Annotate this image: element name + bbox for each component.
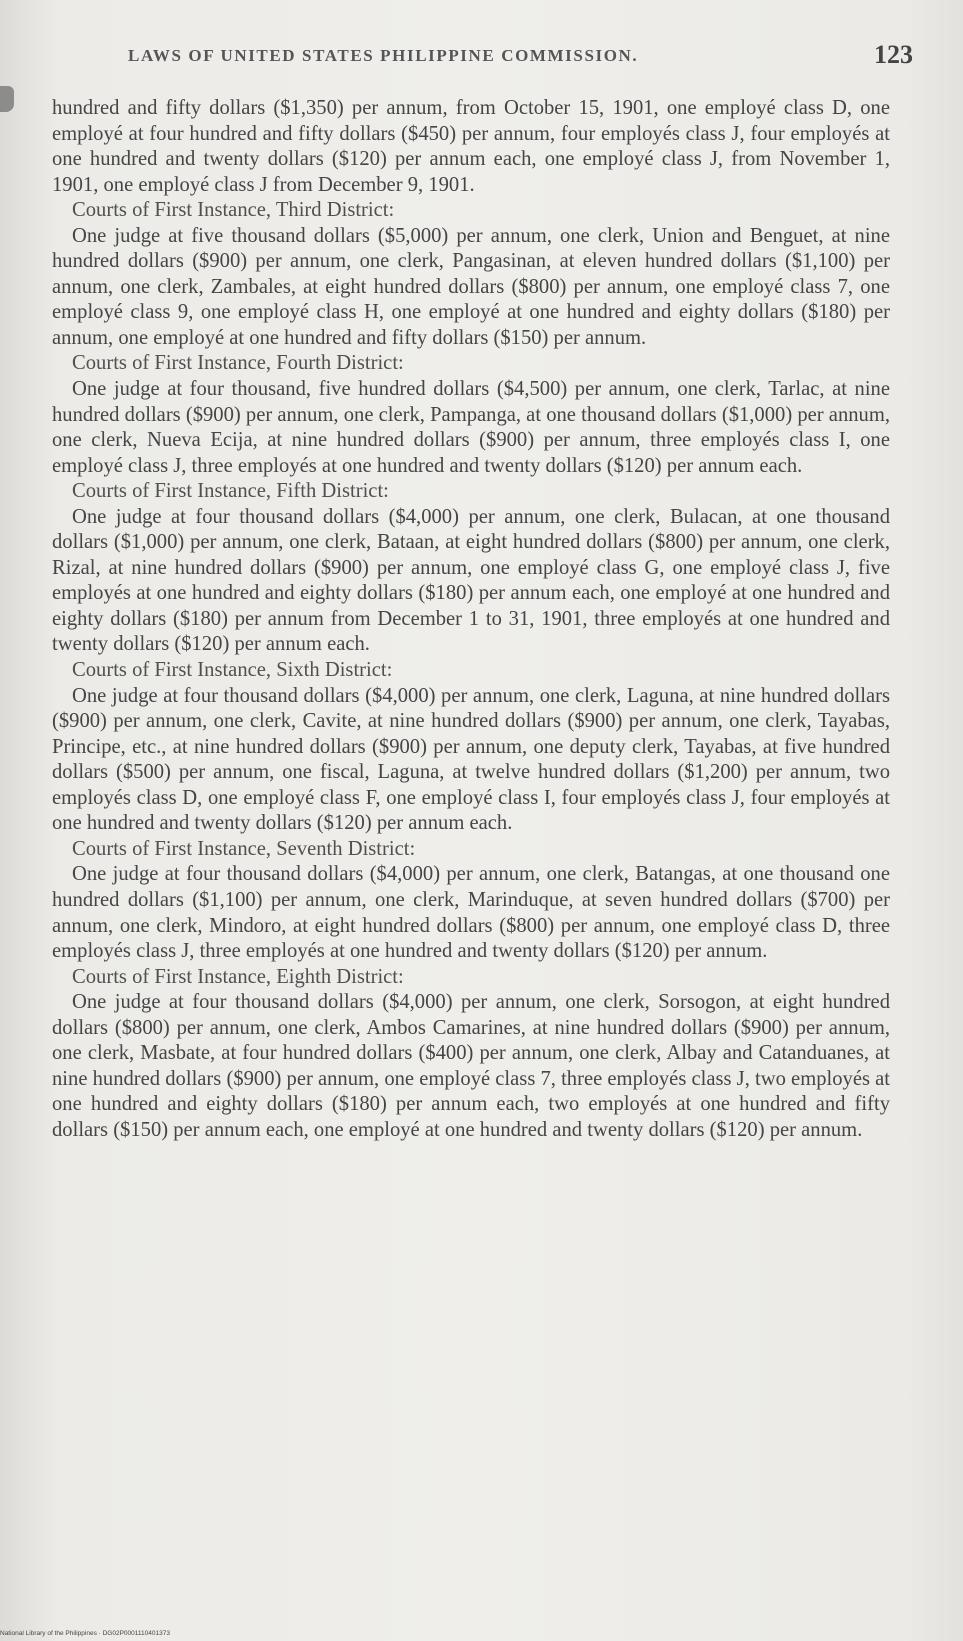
section-heading-fourth-district: Courts of First Instance, Fourth District:: [72, 352, 404, 375]
paragraph-seventh-district: One judge at four thousand dollars ($4,000) per annum, one clerk, Batangas, at one thousand one hundred dollars ($1,100) per annum, one clerk, Marinduque, at seven hundred dollars ($700) per annum, one clerk, Mindoro, at eight hundred dollars ($800) per annum, one employé class D, three employés class J, three employés at one hundred and twenty dollars ($120) per annum.: [52, 863, 890, 963]
paragraph-fourth-district: One judge at four thousand, five hundred dollars ($4,500) per annum, one clerk, Tarlac, at nine hundred dollars ($900) per annum, one clerk, Pampanga, at one thousand dollars ($1,000) per annum, one clerk, Nueva Ecija, at nine hundred dollars ($900) per annum, three employés class I, one employé class J, three employés at one hundred and twenty dollars ($120) per annum each.: [52, 378, 890, 477]
running-title: LAWS OF UNITED STATES PHILIPPINE COMMISSION.: [128, 46, 639, 65]
paragraph-eighth-district: One judge at four thousand dollars ($4,000) per annum, one clerk, Sorsogon, at eight hundred dollars ($800) per annum, one clerk, Ambos Camarines, at nine hundred dollars ($900) per annum, one clerk, Masbate, at four hundred dollars ($400) per annum, one clerk, Albay and Catanduanes, at nine hundred dollars ($900) per annum, one employé class 7, three employés class J, two employés at one hundred and eighty dollars ($180) per annum each, two employés at one hundred and fifty dollars ($150) per annum each, one employé at one hundred and twenty dollars ($120) per annum.: [52, 991, 890, 1141]
section-heading-eighth-district: Courts of First Instance, Eighth District:: [72, 965, 404, 988]
section-heading-fifth-district: Courts of First Instance, Fifth District:: [72, 480, 389, 503]
page-body: [52, 96, 890, 1143]
paragraph-sixth-district: One judge at four thousand dollars ($4,000) per annum, one clerk, Laguna, at nine hundred dollars ($900) per annum, one clerk, Cavite, at nine hundred dollars ($900) per annum, one clerk, Tayabas, Principe, etc., at nine hundred dollars ($900) per annum, one deputy clerk, Tayabas, at five hundred dollars ($500) per annum, one fiscal, Laguna, at twelve hundred dollars ($1,200) per annum, two employés class D, one employé class F, one employé class I, four employés class J, four employés at one hundred and twenty dollars ($120) per annum each.: [52, 684, 890, 835]
page-number: 123: [874, 40, 913, 69]
section-heading-third-district: Courts of First Instance, Third District:: [72, 199, 395, 222]
section-heading-sixth-district: Courts of First Instance, Sixth District:: [72, 659, 393, 682]
paragraph-fifth-district: One judge at four thousand dollars ($4,000) per annum, one clerk, Bulacan, at one thousand dollars ($1,000) per annum, one clerk, Bataan, at eight hundred dollars ($800) per annum, one clerk, Rizal, at nine hundred dollars ($900) per annum, one employé class G, one employé class J, five employés at one hundred and eighty dollars ($180) per annum each, one employé at one hundred and eighty dollars ($180) per annum from December 1 to 31, 1901, three employés at one hundred and twenty dollars ($120) per annum each.: [52, 505, 890, 656]
section-heading-seventh-district: Courts of First Instance, Seventh District:: [72, 837, 416, 860]
scan-credit: National Library of the Philippines · DG02P0001110401373: [0, 1630, 170, 1637]
binding-edge-mark: [0, 86, 14, 112]
paragraph-third-district: One judge at five thousand dollars ($5,000) per annum, one clerk, Union and Benguet, at nine hundred dollars ($900) per annum, one clerk, Pangasinan, at eleven hundred dollars ($1,100) per annum, one clerk, Zambales, at eight hundred dollars ($800) per annum, one employé class 7, one employé class 9, one employé class H, one employé at one hundred and eighty dollars ($180) per annum, one employé at one hundred and fifty dollars ($150) per annum.: [52, 224, 890, 349]
continued-paragraph: hundred and fifty dollars ($1,350) per annum, from October 15, 1901, one employé class D, one employé at four hundred and fifty dollars ($450) per annum, four employés class J, four employés at one hundred and twenty dollars ($120) per annum each, one employé class J, from November 1, 1901, one employé class J from December 9, 1901.: [52, 97, 890, 196]
page-header: [118, 40, 923, 72]
